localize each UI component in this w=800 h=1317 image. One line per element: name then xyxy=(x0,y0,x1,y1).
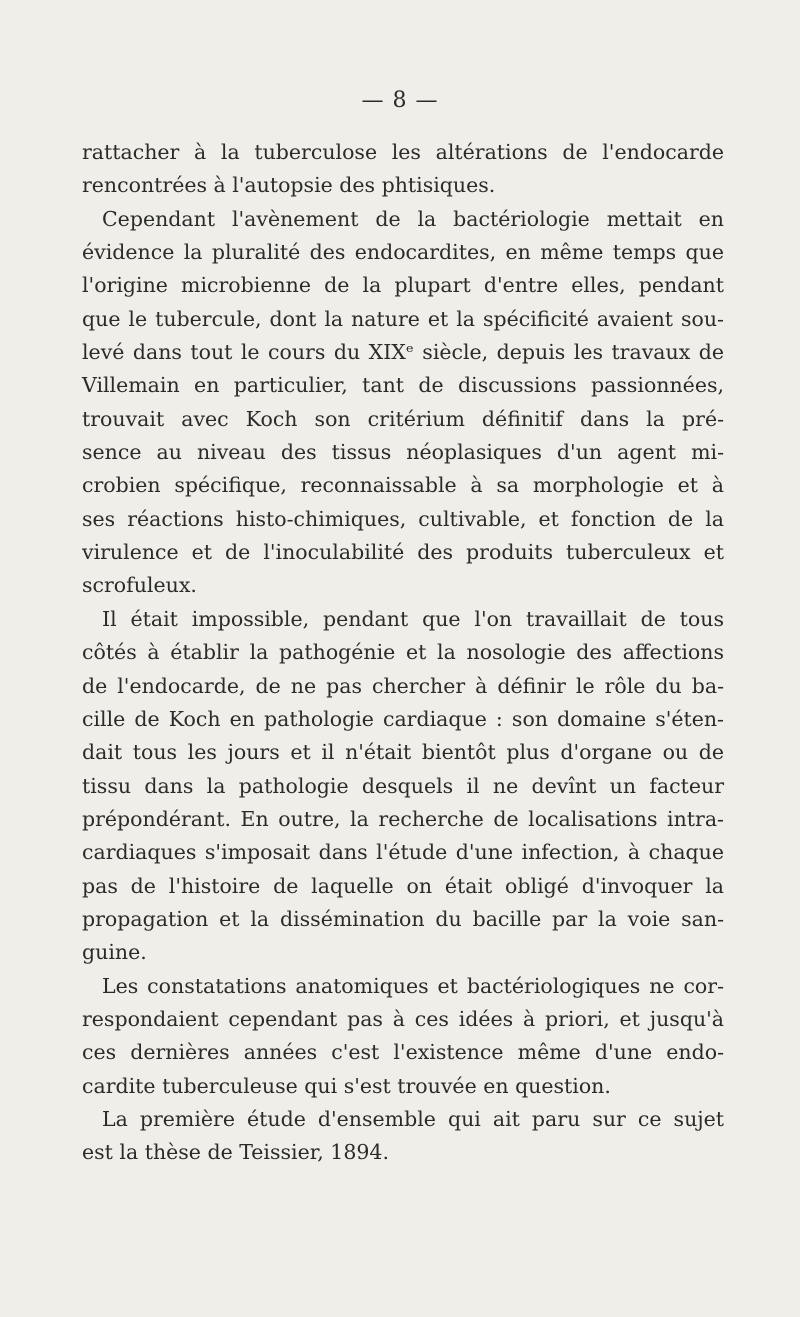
text-line: guine. xyxy=(82,940,147,965)
body-text xyxy=(82,136,724,1170)
text-line: cille de Koch en pathologie cardiaque : son domaine s'éten- xyxy=(82,706,724,731)
text-line: Il était impossible, pendant que l'on travaillait de tous xyxy=(102,606,724,631)
text-line: cardite tuberculeuse qui s'est trouvée en question. xyxy=(82,1073,611,1098)
text-line: levé dans tout le cours du XIXᵉ siècle, depuis les travaux de xyxy=(82,340,724,365)
text-line: est la thèse de Teissier, 1894. xyxy=(82,1140,389,1165)
text-line: cardiaques s'imposait dans l'étude d'une infection, à chaque xyxy=(82,840,724,865)
text-line: tissu dans la pathologie desquels il ne devînt un facteur xyxy=(82,773,724,798)
text-line: virulence et de l'inoculabilité des produits tuberculeux et xyxy=(82,540,724,565)
text-line: pas de l'histoire de laquelle on était obligé d'invoquer la xyxy=(82,873,724,898)
text-line: respondaient cependant pas à ces idées à priori, et jusqu'à xyxy=(82,1006,724,1031)
text-line: crobien spécifique, reconnaissable à sa morphologie et à xyxy=(82,473,724,498)
text-line: trouvait avec Koch son critérium définitif dans la pré- xyxy=(82,406,724,431)
page-number: — 8 — xyxy=(361,88,439,113)
text-line: ses réactions histo-chimiques, cultivable, et fonction de la xyxy=(82,506,724,531)
text-line: côtés à établir la pathogénie et la nosologie des affections xyxy=(82,640,724,665)
text-line: scrofuleux. xyxy=(82,573,197,598)
text-line: prépondérant. En outre, la recherche de localisations intra- xyxy=(82,806,724,831)
text-line: Cependant l'avènement de la bactériologie mettait en xyxy=(102,206,724,231)
text-line: de l'endocarde, de ne pas chercher à définir le rôle du ba- xyxy=(82,673,724,698)
text-line: Villemain en particulier, tant de discussions passionnées, xyxy=(82,373,724,398)
text-line: dait tous les jours et il n'était bientôt plus d'organe ou de xyxy=(82,740,724,765)
text-line: l'origine microbienne de la plupart d'entre elles, pendant xyxy=(82,273,724,298)
text-line: rattacher à la tuberculose les altérations de l'endocarde xyxy=(82,140,724,164)
text-line: Les constatations anatomiques et bactériologiques ne cor- xyxy=(102,973,724,998)
text-line: rencontrées à l'autopsie des phtisiques. xyxy=(82,173,496,198)
text-line: évidence la pluralité des endocardites, en même temps que xyxy=(82,240,724,265)
text-line: La première étude d'ensemble qui ait paru sur ce sujet xyxy=(102,1106,724,1131)
text-line: sence au niveau des tissus néoplasiques d'un agent mi- xyxy=(82,440,724,465)
text-line: que le tubercule, dont la nature et la spécificité avaient sou- xyxy=(82,306,724,331)
text-line: ces dernières années c'est l'existence même d'une endo- xyxy=(82,1040,724,1065)
text-line: propagation et la dissémination du bacille par la voie san- xyxy=(82,906,724,931)
